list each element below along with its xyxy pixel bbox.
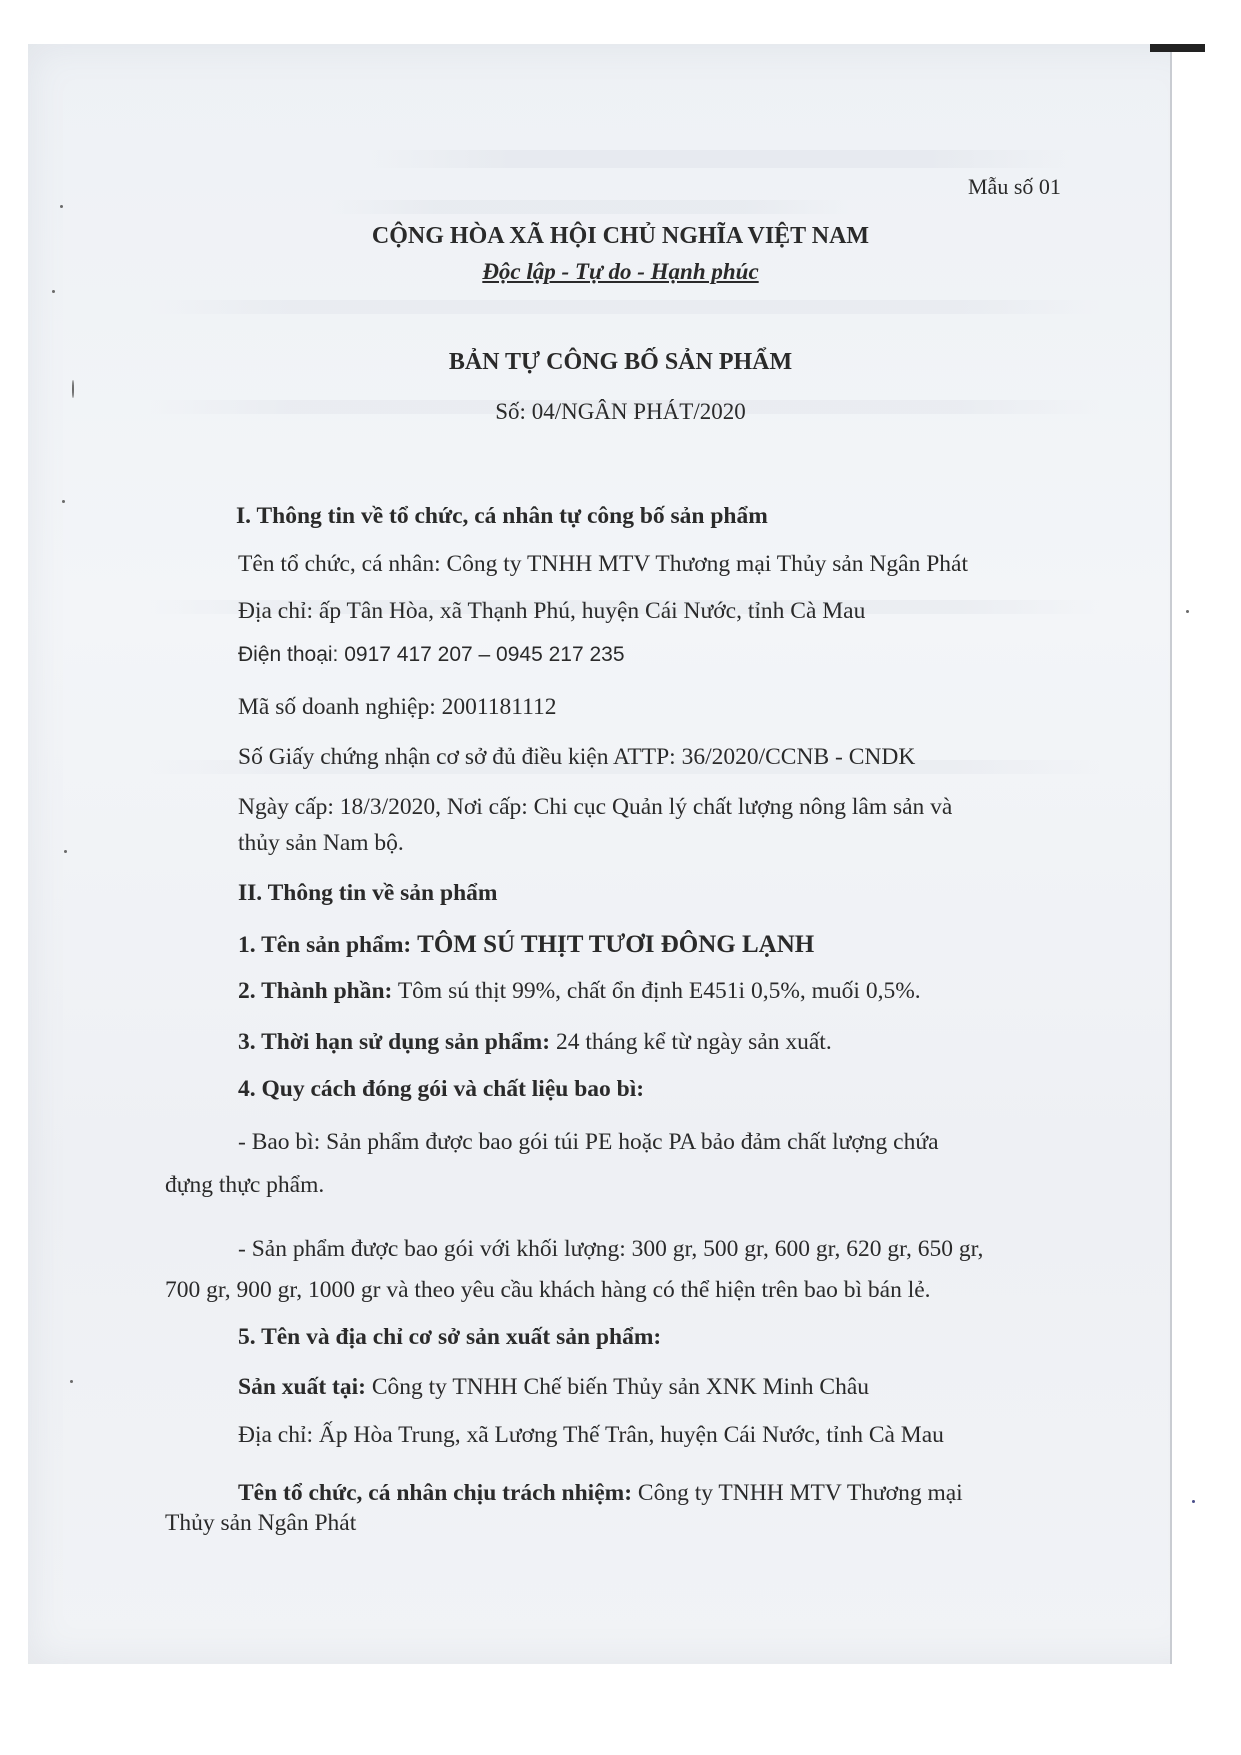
responsible-label: Tên tổ chức, cá nhân chịu trách nhiệm: — [238, 1480, 633, 1506]
shelf-life-line — [238, 1031, 832, 1055]
packaging-line2: đựng thực phẩm. — [165, 1172, 325, 1198]
scan-speck — [52, 290, 55, 293]
producer-address: Địa chỉ: Ấp Hòa Trung, xã Lương Thế Trân, huyện Cái Nước, tỉnh Cà Mau — [238, 1422, 944, 1448]
show-through-line — [330, 200, 850, 214]
section-1-heading: I. Thông tin về tổ chức, cá nhân tự công bố sản phẩm — [236, 503, 768, 529]
scan-speck — [64, 850, 67, 853]
packaging-line1: - Bao bì: Sản phẩm được bao gói túi PE hoặc PA bảo đảm chất lượng chứa — [238, 1129, 939, 1155]
scan-speck — [70, 1380, 73, 1383]
shelf-life-value: 24 tháng kể từ ngày sản xuất. — [550, 1029, 832, 1055]
scan-speck — [72, 380, 74, 398]
ingredients-value: Tôm sú thịt 99%, chất ổn định E451i 0,5%, muối 0,5%. — [392, 978, 921, 1004]
scan-speck — [1192, 1500, 1195, 1503]
scanned-page — [28, 44, 1203, 1664]
show-through-line — [370, 150, 1070, 168]
producer-heading: 5. Tên và địa chỉ cơ sở sản xuất sản phẩm: — [238, 1324, 662, 1350]
issue-info-line1: Ngày cấp: 18/3/2020, Nơi cấp: Chi cục Quản lý chất lượng nông lâm sản và — [238, 794, 953, 820]
org-address: Địa chỉ: ấp Tân Hòa, xã Thạnh Phú, huyện Cái Nước, tỉnh Cà Mau — [238, 598, 866, 624]
certificate-number: Số Giấy chứng nhận cơ sở đủ điều kiện ATTP: 36/2020/CCNB - CNDK — [238, 744, 916, 770]
issue-info-line2: thủy sản Nam bộ. — [238, 830, 404, 856]
org-name: Tên tổ chức, cá nhân: Công ty TNHH MTV Thương mại Thủy sản Ngân Phát — [238, 551, 968, 577]
product-name-line — [238, 932, 814, 958]
shelf-life-label: 3. Thời hạn sử dụng sản phẩm: — [238, 1029, 551, 1055]
country-header: CỘNG HÒA XÃ HỘI CHỦ NGHĨA VIỆT NAM — [371, 223, 870, 249]
scan-speck — [62, 500, 65, 503]
responsible-value: Công ty TNHH MTV Thương mại — [632, 1480, 963, 1506]
product-name-label: 1. Tên sản phẩm: — [238, 932, 418, 958]
document-title: BẢN TỰ CÔNG BỐ SẢN PHẨM — [448, 349, 793, 375]
scan-edge-mark — [1150, 44, 1205, 52]
producer-value: Công ty TNHH Chế biến Thủy sản XNK Minh Châu — [365, 1374, 870, 1400]
producer-label: Sản xuất tại: — [238, 1374, 366, 1400]
responsible-line2: Thủy sản Ngân Phát — [165, 1510, 357, 1536]
producer-line — [238, 1376, 869, 1400]
packaging-heading: 4. Quy cách đóng gói và chất liệu bao bì: — [238, 1076, 645, 1102]
scan-speck — [60, 205, 63, 208]
weight-line1: - Sản phẩm được bao gói với khối lượng: 300 gr, 500 gr, 600 gr, 620 gr, 650 gr, — [238, 1236, 984, 1262]
section-2-heading: II. Thông tin về sản phẩm — [238, 880, 498, 906]
scan-speck — [1186, 610, 1189, 613]
product-name-value: TÔM SÚ THỊT TƯƠI ĐÔNG LẠNH — [417, 931, 815, 958]
document-number: Số: 04/NGÂN PHÁT/2020 — [495, 399, 746, 424]
responsible-line1 — [238, 1482, 963, 1506]
motto: Độc lập - Tự do - Hạnh phúc — [482, 259, 759, 284]
org-phone: Điện thoại: 0917 417 207 – 0945 217 235 — [238, 643, 625, 666]
form-number: Mẫu số 01 — [968, 174, 1061, 199]
show-through-line — [150, 300, 1100, 314]
weight-line2: 700 gr, 900 gr, 1000 gr và theo yêu cầu khách hàng có thể hiện trên bao bì bán lẻ. — [165, 1277, 931, 1303]
ingredients-line — [238, 980, 921, 1004]
ingredients-label: 2. Thành phần: — [238, 978, 393, 1004]
page-edge — [1170, 44, 1206, 1664]
business-code: Mã số doanh nghiệp: 2001181112 — [238, 694, 557, 720]
